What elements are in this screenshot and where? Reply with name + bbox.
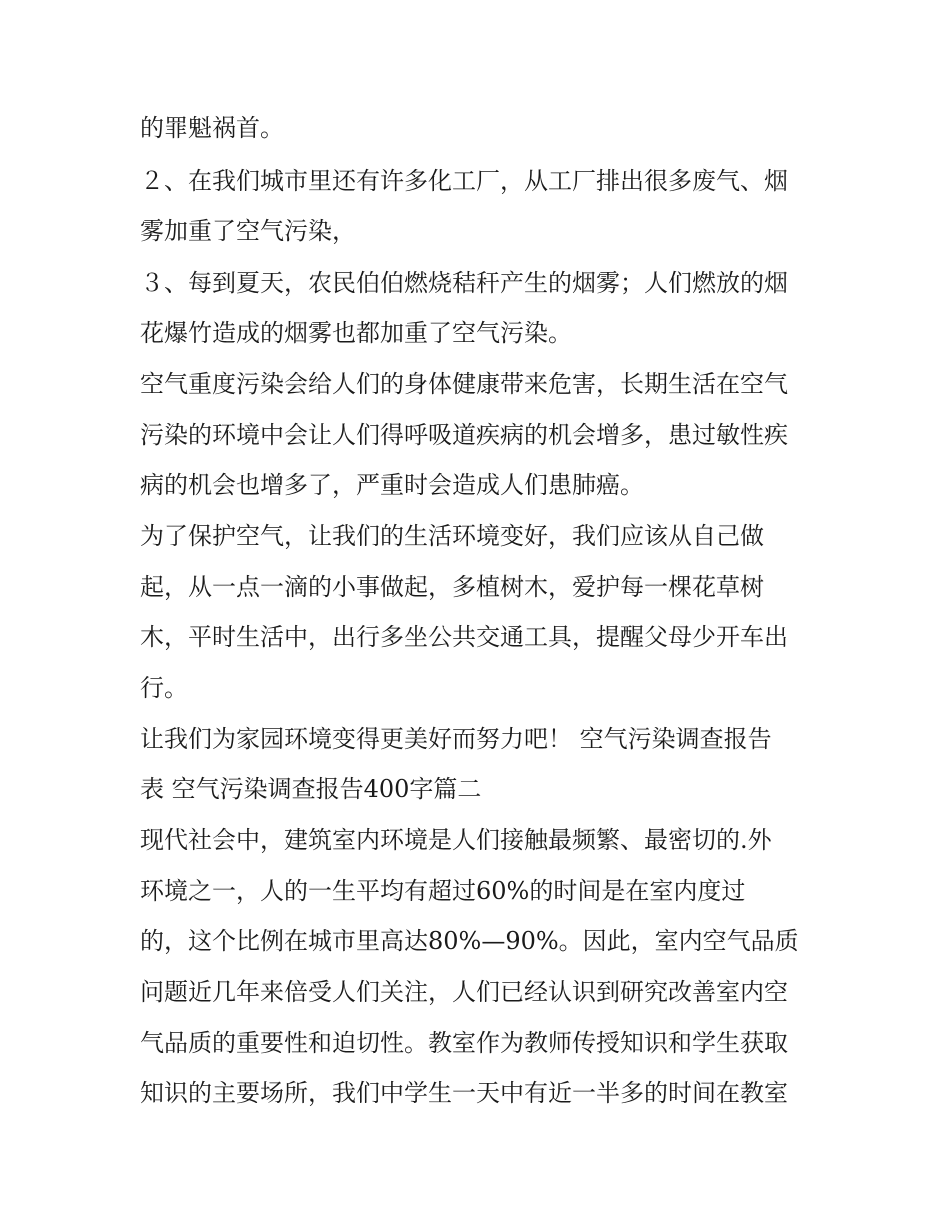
text-line: 污染的环境中会让人们得呼吸道疾病的机会增多，患过敏性疾 — [140, 421, 788, 449]
text-line: 气品质的重要性和迫切性。教室作为教师传授知识和学生获取 — [140, 1029, 788, 1057]
text-line: 的罪魁祸首。 — [140, 114, 284, 142]
text-line: 让我们为家园环境变得更美好而努力吧！ 空气污染调查报告 — [140, 725, 772, 753]
text-line: 雾加重了空气污染， — [140, 217, 356, 245]
text-line: 现代社会中，建筑室内环境是人们接触最频繁、最密切的.外 — [140, 826, 772, 854]
text-line: 起，从一点一滴的小事做起，多植树木，爱护每一棵花草树 — [140, 573, 764, 601]
text-line: 环境之一，人的一生平均有超过60%的时间是在室内度过 — [140, 877, 746, 905]
text-line: 木，平时生活中，出行多坐公共交通工具，提醒父母少开车出 — [140, 623, 788, 651]
text-line: 空气重度污染会给人们的身体健康带来危害，长期生活在空气 — [140, 370, 788, 398]
text-line: 表 空气污染调查报告400字篇二 — [140, 775, 482, 803]
text-line: 病的机会也增多了，严重时会造成人们患肺癌。 — [140, 471, 644, 499]
text-line: 为了保护空气，让我们的生活环境变好，我们应该从自己做 — [140, 522, 764, 550]
text-line: ３、每到夏天，农民伯伯燃烧秸秆产生的烟雾；人们燃放的烟 — [140, 269, 788, 297]
text-line: 的，这个比例在城市里高达80%—90%。因此，室内空气品质 — [140, 927, 799, 955]
text-line: 问题近几年来倍受人们关注，人们已经认识到研究改善室内空 — [140, 978, 788, 1006]
text-line: ２、在我们城市里还有许多化工厂，从工厂排出很多废气、烟 — [140, 167, 788, 195]
text-line: 花爆竹造成的烟雾也都加重了空气污染。 — [140, 319, 572, 347]
text-line: 行。 — [140, 674, 188, 702]
text-line: 知识的主要场所，我们中学生一天中有近一半多的时间在教室 — [140, 1079, 788, 1107]
